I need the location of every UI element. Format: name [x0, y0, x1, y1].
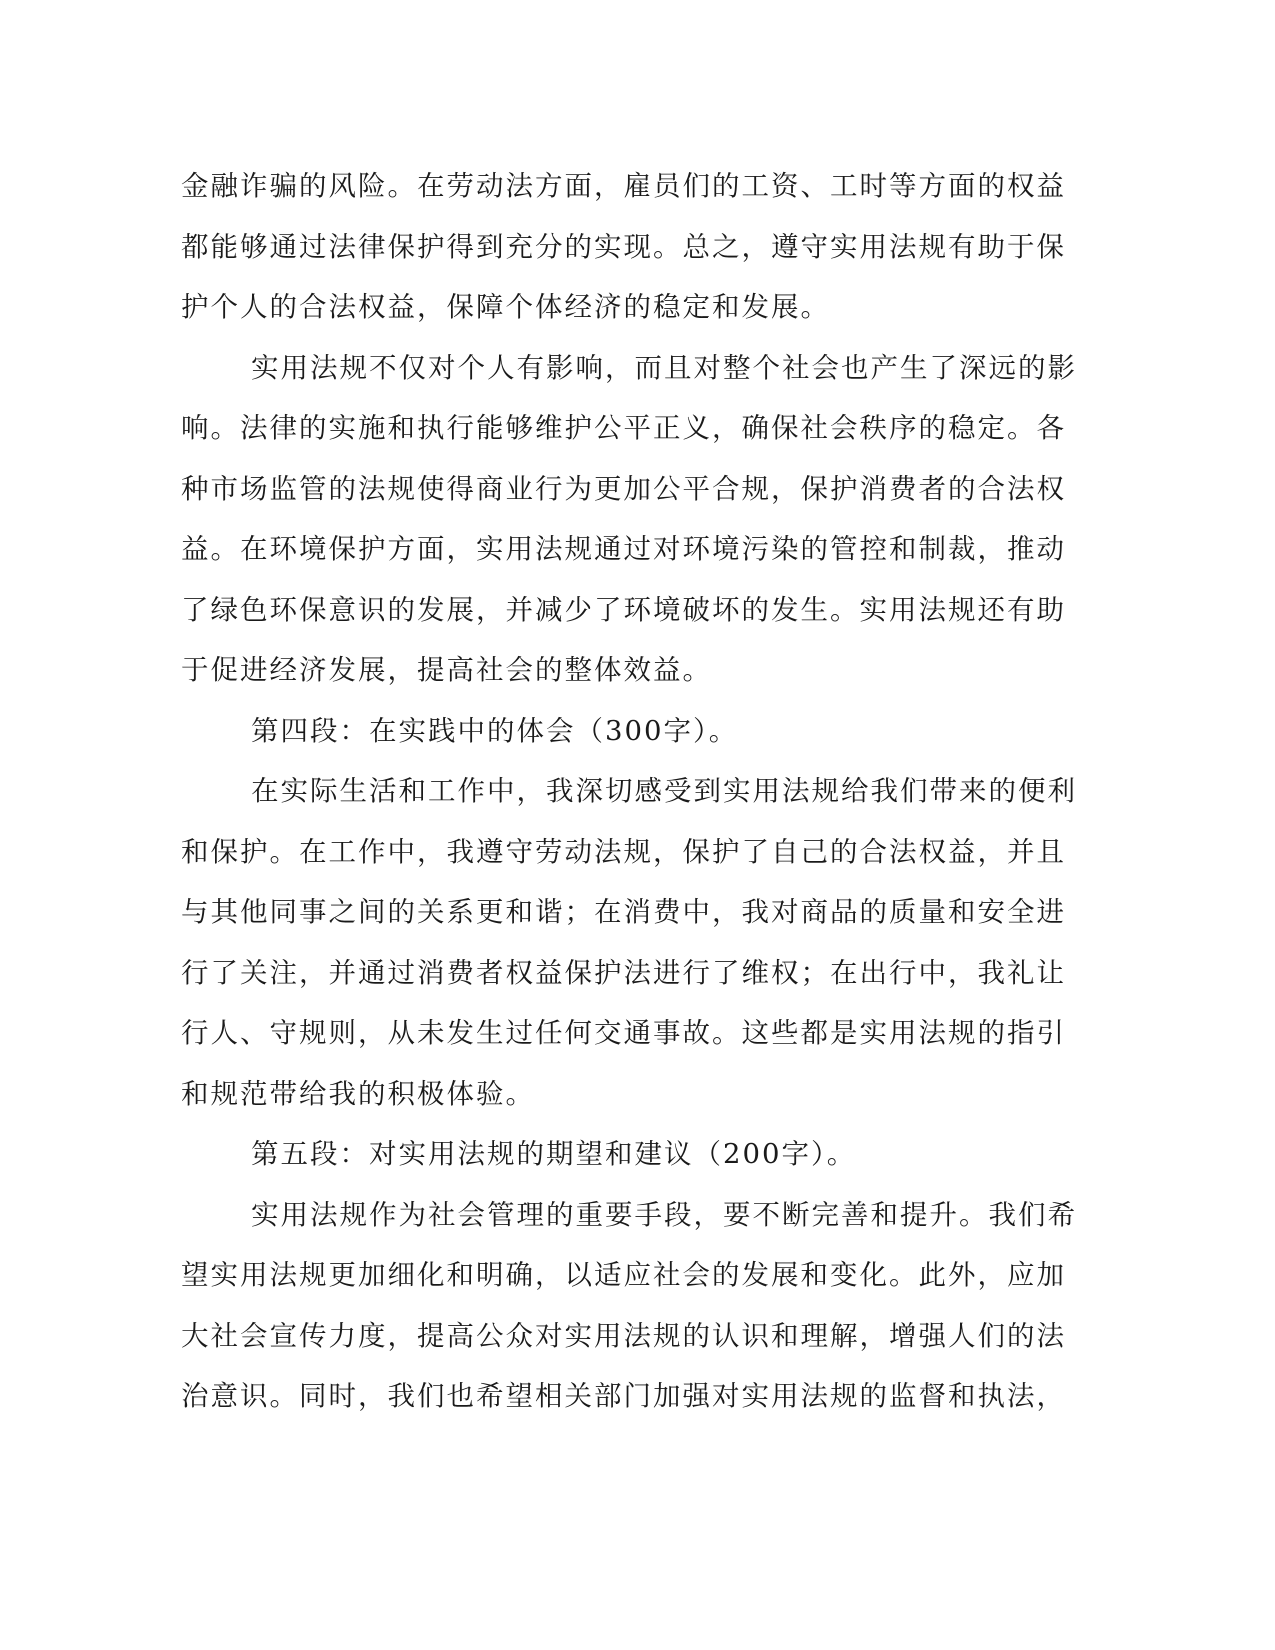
text-line: 第四段：在实践中的体会（300字）。 [251, 714, 739, 747]
text-line: 都能够通过法律保护得到充分的实现。总之，遵守实用法规有助于保 [181, 230, 1066, 263]
text-line: 望实用法规更加细化和明确，以适应社会的发展和变化。此外，应加 [181, 1259, 1066, 1291]
text-line: 大社会宣传力度，提高公众对实用法规的认识和理解，增强人们的法 [181, 1319, 1066, 1352]
text-line: 护个人的合法权益，保障个体经济的稳定和发展。 [181, 291, 830, 323]
text-line: 行了关注，并通过消费者权益保护法进行了维权；在出行中，我礼让 [181, 956, 1066, 989]
text-line: 了绿色环保意识的发展，并减少了环境破坏的发生。实用法规还有助 [181, 593, 1066, 626]
text-line: 在实际生活和工作中，我深切感受到实用法规给我们带来的便利 [251, 775, 1077, 807]
text-line: 益。在环境保护方面，实用法规通过对环境污染的管控和制裁，推动 [181, 533, 1066, 565]
document-body [181, 156, 1077, 1427]
text-line: 行人、守规则，从未发生过任何交通事故。这些都是实用法规的指引 [181, 1017, 1066, 1049]
text-line: 于促进经济发展，提高社会的整体效益。 [181, 654, 712, 686]
text-line: 种市场监管的法规使得商业行为更加公平合规，保护消费者的合法权 [181, 472, 1066, 505]
text-line: 和规范带给我的积极体验。 [181, 1077, 535, 1110]
text-line: 金融诈骗的风险。在劳动法方面，雇员们的工资、工时等方面的权益 [181, 170, 1066, 202]
text-line: 响。法律的实施和执行能够维护公平正义，确保社会秩序的稳定。各 [181, 412, 1066, 444]
text-line: 实用法规作为社会管理的重要手段，要不断完善和提升。我们希 [251, 1198, 1077, 1231]
text-line: 第五段：对实用法规的期望和建议（200字）。 [251, 1138, 857, 1170]
text-line: 治意识。同时，我们也希望相关部门加强对实用法规的监督和执法， [181, 1380, 1066, 1412]
text-line: 和保护。在工作中，我遵守劳动法规，保护了自己的合法权益，并且 [181, 835, 1066, 868]
text-line: 与其他同事之间的关系更和谐；在消费中，我对商品的质量和安全进 [181, 896, 1066, 928]
text-line: 实用法规不仅对个人有影响，而且对整个社会也产生了深远的影 [251, 351, 1077, 384]
